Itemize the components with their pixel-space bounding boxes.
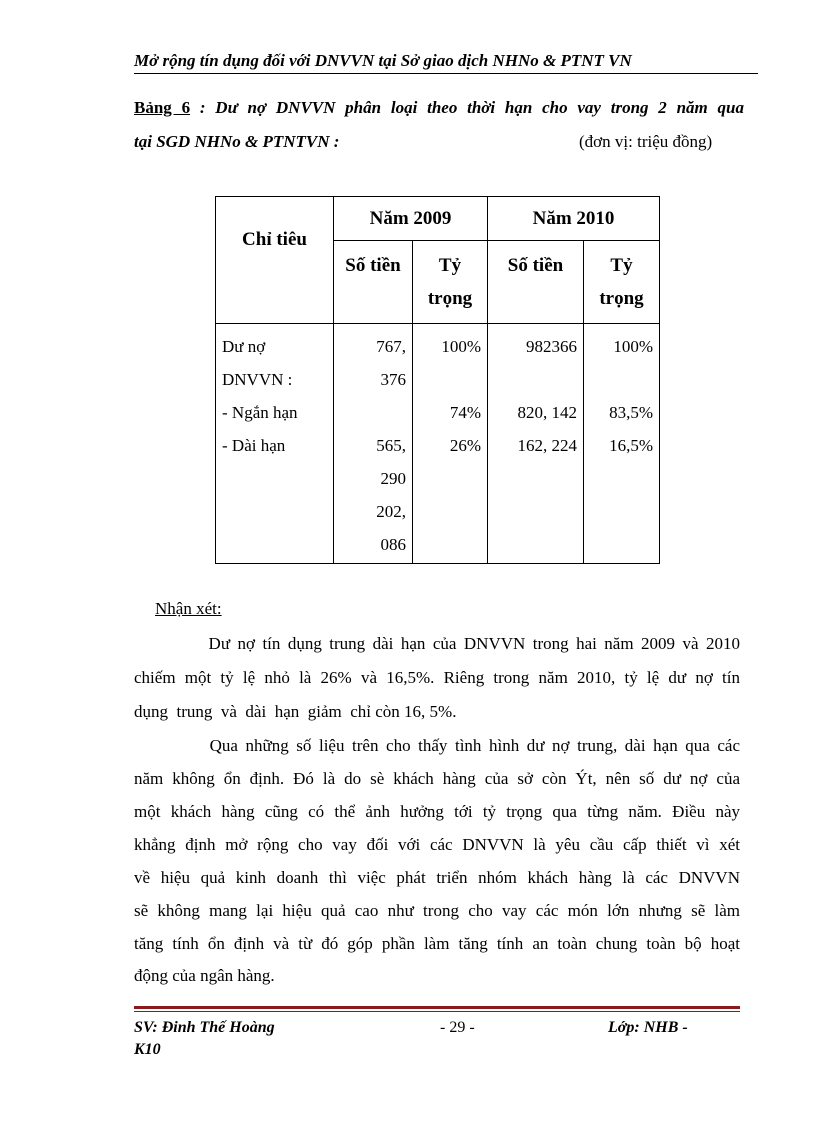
paragraph-line: về hiệu quả kinh doanh thì việc phát triển nhóm khách hàng là các DNVVN (134, 868, 740, 887)
share-2010-cell: 100% 83,5% 16,5% (584, 324, 660, 564)
footer-student: SV: Đinh Thế Hoàng (134, 1019, 275, 1036)
paragraph-line: dụng trung và dài hạn giảm chỉ còn 16, 5%. (134, 702, 457, 721)
table-caption-text: : Dư nợ DNVVN phân loại theo thời hạn cho vay trong 2 năm qua (190, 98, 744, 117)
header-amount-2010: Số tiền (488, 241, 584, 324)
footer-rule-thin (134, 1011, 740, 1012)
paragraph-line: tăng tính ổn định và từ đó góp phần làm tăng tính an toàn chung toàn bộ hoạt (134, 934, 740, 953)
paragraph-line: chiếm một tỷ lệ nhỏ là 26% và 16,5%. Riêng trong năm 2010, tỷ lệ dư nợ tín (134, 668, 740, 687)
unit-note: (đơn vị: triệu đồng) (579, 132, 713, 151)
header-rule (134, 73, 758, 74)
table-caption-line2: tại SGD NHNo & PTNTVN : (134, 132, 340, 151)
debt-table (215, 196, 660, 564)
paragraph-line: Qua những số liệu trên cho thấy tình hình dư nợ trung, dài hạn qua các (134, 736, 740, 755)
header-share-2009: Tỷ trọng (413, 241, 488, 324)
share-2009-cell: 100% 74% 26% (413, 324, 488, 564)
footer-student-cont: K10 (134, 1041, 161, 1058)
page-number: - 29 - (440, 1019, 475, 1036)
amount-2010-cell: 982366 820, 142 162, 224 (488, 324, 584, 564)
paragraph-line: một khách hàng cũng có thể ảnh hưởng tới tỷ trọng qua từng năm. Điều này (134, 802, 740, 821)
footer-rule (134, 1006, 740, 1009)
paragraph-line: động của ngân hàng. (134, 966, 275, 985)
paragraph-line: Dư nợ tín dụng trung dài hạn của DNVVN trong hai năm 2009 và 2010 (134, 634, 740, 653)
header-year-2009: Năm 2009 (334, 197, 488, 241)
paragraph-line: năm không ổn định. Đó là do sè khách hàng của sở còn Ýt, nên số dư nợ của (134, 769, 740, 788)
header-share-2010: Tỷ trọng (584, 241, 660, 324)
indicator-cell: Dư nợ DNVVN : - Ngắn hạn - Dài hạn (216, 324, 334, 564)
header-indicator: Chỉ tiêu (216, 197, 334, 324)
footer-class: Lớp: NHB - (608, 1019, 688, 1036)
table-caption (134, 97, 744, 119)
remarks-title: Nhận xét: (155, 599, 222, 618)
header-year-2010: Năm 2010 (488, 197, 660, 241)
paragraph-line: khẳng định mở rộng cho vay đối với các DNVVN là yêu cầu cấp thiết vì xét (134, 835, 740, 854)
running-header: Mở rộng tín dụng đối với DNVVN tại Sở giao dịch NHNo & PTNT VN (134, 51, 632, 70)
table-caption-label: Bảng 6 (134, 98, 191, 117)
paragraph-line: sẽ không mang lại hiệu quả cao như trong cho vay các món lớn nhưng sẽ làm (134, 901, 740, 920)
amount-2009-cell: 767, 376 565, 290 202, 086 (334, 324, 413, 564)
header-amount-2009: Số tiền (334, 241, 413, 324)
